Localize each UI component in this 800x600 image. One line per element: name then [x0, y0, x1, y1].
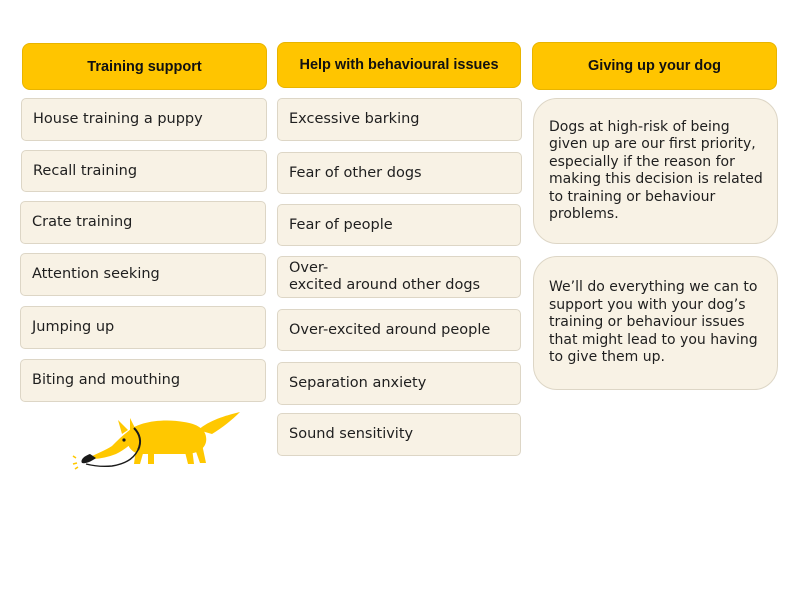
list-item-fear-people[interactable]: Fear of people [277, 204, 521, 246]
header-training-support: Training support [22, 43, 267, 90]
list-item-jumping-up[interactable]: Jumping up [20, 306, 266, 349]
info-card-priority: Dogs at high-risk of being given up are our first priority, especially if the reason for making this decision is related to training or behaviour problems. [533, 98, 778, 244]
list-item-crate-training[interactable]: Crate training [20, 201, 266, 244]
list-item-fear-other-dogs[interactable]: Fear of other dogs [277, 152, 522, 194]
list-item-sound-sensitivity[interactable]: Sound sensitivity [277, 413, 521, 456]
list-item-excessive-barking[interactable]: Excessive barking [277, 98, 522, 141]
header-giving-up: Giving up your dog [532, 42, 777, 90]
list-item-biting-mouthing[interactable]: Biting and mouthing [20, 359, 266, 402]
header-behavioural-issues: Help with behavioural issues [277, 42, 521, 88]
sniffing-dog-icon [72, 408, 244, 470]
info-card-support: We’ll do everything we can to support you with your dog’s training or behaviour issues that might lead to you having to give them up. [533, 256, 778, 390]
list-item-recall-training[interactable]: Recall training [21, 150, 267, 192]
list-item-over-excited-people[interactable]: Over-excited around people [277, 309, 521, 351]
list-item-separation-anxiety[interactable]: Separation anxiety [277, 362, 521, 405]
list-item-over-excited-dogs[interactable]: Over- excited around other dogs [277, 256, 521, 298]
list-item-attention-seeking[interactable]: Attention seeking [20, 253, 266, 296]
list-item-house-training[interactable]: House training a puppy [21, 98, 267, 141]
